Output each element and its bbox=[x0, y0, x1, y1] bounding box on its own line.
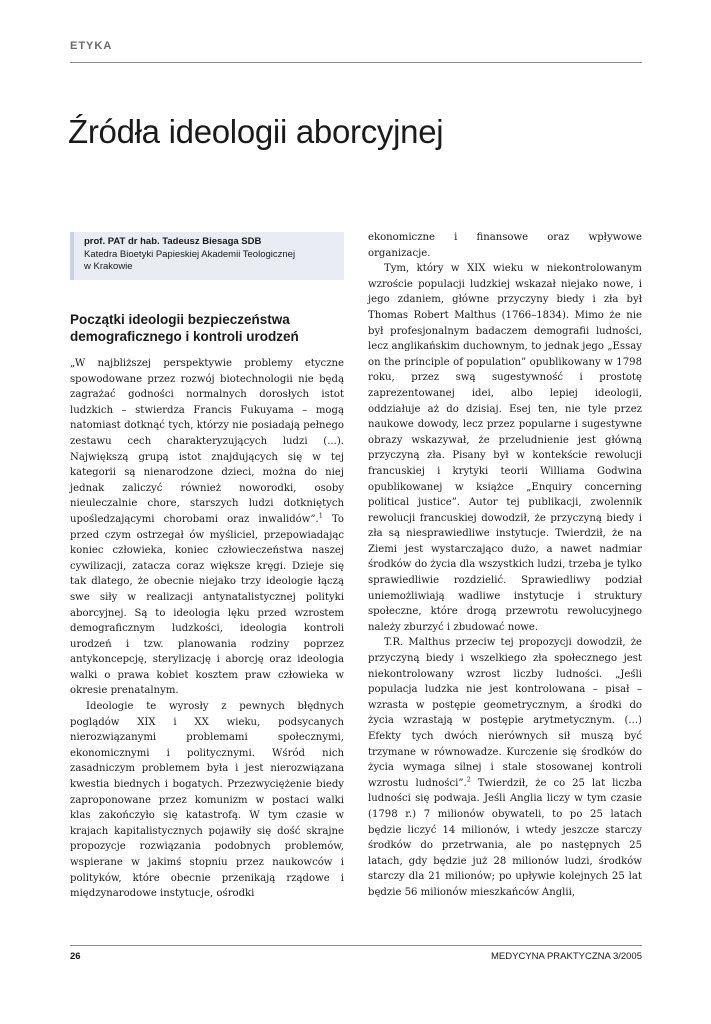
paragraph: ekonomiczne i finansowe oraz wpływowe organizacje. bbox=[368, 232, 642, 259]
paragraph-text: T.R. Malthus przeciw tej propozycji dowodził, że przyczyną biedy i wszelkiego zła społecznego jest niekontrolowany wzrost liczby ludności. „Jeśli populacja ludzka nie jest kontrolowana – pisał – wzrasta w postępie geometrycznym, a środki do życia wzrastają w postępie arytmetycznym. (...) Efekty tych dwóch nierównych sił muszą być trzymane w równowadze. Kurczenie się środków do życia wymaga silnej i stale stosowanej kontroli wzrostu ludności”. bbox=[368, 637, 642, 789]
quote-text: „W najbliższej perspektywie problemy etyczne spowodowane przez rozwój biotechnologii nie będą zagrażać godności normalnych dorosłych istot ludzkich – stwierdza Francis Fukuyama – mogą natomiast dotknąć tych, którzy nie posiadają pełnego zestawu cech charakteryzujących ludzi (...). Największą grupą istot znajdujących się w tej kategorii są nienarodzone dzieci, można do niej jednak zaliczyć również noworodki, osoby nieuleczalnie chore, starszych ludzi dotkniętych upośledzającymi chorobami oraz inwalidów”. bbox=[70, 358, 344, 525]
section-label: ETYKA bbox=[70, 40, 113, 52]
paragraph-text: To przed czym ostrzegał ów myśliciel, przepowiadając koniec człowieka, koniec człowieczeństwa naszej cywilizacji, zatacza coraz większe kręgi. Dzieje się tak dlatego, że obecnie niejako trzy ideologie łączą swe siły w realizacji antynatalistycznej polityki aborcyjnej. Są to ideologia lęku przed wzrostem demograficznym ludzkości, ideologia kontroli urodzeń i tzw. planowania rodziny poprzez antykoncepcję, sterylizację i aborcję oraz ideologia walki o prawa kobiet kosztem praw człowieka w okresie prenatalnym. bbox=[70, 513, 344, 697]
journal-info: MEDYCYNA PRAKTYCZNA 3/2005 bbox=[491, 951, 642, 962]
footnote-ref: 1 bbox=[318, 511, 323, 520]
right-column bbox=[368, 230, 642, 901]
author-affiliation: Katedra Bioetyki Papieskiej Akademii Teologicznej bbox=[84, 248, 296, 260]
section-heading: Początki ideologii bezpieczeństwa demograficznego i kontroli urodzeń bbox=[70, 312, 299, 344]
paragraph bbox=[368, 635, 642, 900]
left-column bbox=[70, 356, 344, 902]
footnote-ref: 2 bbox=[466, 775, 471, 784]
author-affiliation-city: w Krakowie bbox=[84, 261, 133, 272]
author-box bbox=[70, 232, 344, 280]
paragraph: Ideologie te wyrosły z pewnych błędnych poglądów XIX i XX wieku, podsycanych nierozwiązanymi problemami społecznymi, ekonomicznymi i politycznymi. Wśród nich zasadniczym problemem była i jest nierozwiązana kwestia biednych i bogatych. Przezwyciężenie biedy zaproponowane przez komunizm w postaci walki klas zakończyło się katastrofą. W tym czasie w krajach kapitalistycznych pojawiły się dość skrajne propozycje rozwiązania podobnych problemów, wspierane w jakimś stopniu przez naukowców i polityków, które obecnie przenikają rządowe i międzynarodowe instytucje, ośrodki bbox=[70, 701, 344, 900]
paragraph: Tym, który w XIX wieku w niekontrolowanym wzroście populacji ludzkiej wskazał niejako nowe, i jego zdaniem, główne przyczyny biedy i zła był Thomas Robert Malthus (1766–1834). Mimo że nie był profesjonalnym badaczem demografii ludności, lecz anglikańskim duchownym, to jednak jego „Essay on the principle of population” opublikowany w 1798 roku, przez swą sugestywność i prostotę zaprezentowanej idei, albo lepiej ideologii, oddziałuje aż do dzisiaj. Esej ten, nie tyle przez naukowe dowody, lecz przez popularne i sugestywne obrazy wskazywał, że przeludnienie jest główną przyczyną zła. Pisany był w kontekście rewolucji francuskiej i krytyki teorii Williama Godwina opublikowanej w książce „Enquiry concerning political justice”. Autor tej publikacji, zwolennik rewolucji francuskiej dowodził, że przyczyną biedy i zła są niesprawiedliwe instytucje. Twierdził, że na Ziemi jest wystarczająco dużo, a nawet nadmiar środków do życia dla wszystkich ludzi, trzeba je tylko sprawiedliwie rozdzielić. Sprawiedliwy podział uniemożliwiają wadliwe instytucje i struktury społeczne, które drogą przewrotu rewolucyjnego należy zburzyć i zbudować nowe. bbox=[368, 263, 642, 633]
footer-rule bbox=[70, 945, 642, 946]
paragraph-text: Twierdził, że co 25 lat liczba ludności się podwaja. Jeśli Anglia liczy w tym czasie (1798 r.) 7 milionów obywateli, to po 25 latach będzie liczyć 14 milionów, i wtedy jeszcze starczy środków do przetrwania, ale po następnych 25 latach, gdy będzie już 28 milionów ludzi, środków starczy dla 21 milionów; po upływie kolejnych 25 lat będzie 56 milionów mieszkańców Anglii, bbox=[368, 777, 642, 898]
article-title: Źródła ideologii aborcyjnej bbox=[68, 113, 444, 150]
page-number: 26 bbox=[70, 951, 81, 962]
header-rule bbox=[70, 62, 642, 63]
paragraph bbox=[70, 356, 344, 699]
author-name: prof. PAT dr hab. Tadeusz Biesaga SDB bbox=[84, 236, 262, 247]
